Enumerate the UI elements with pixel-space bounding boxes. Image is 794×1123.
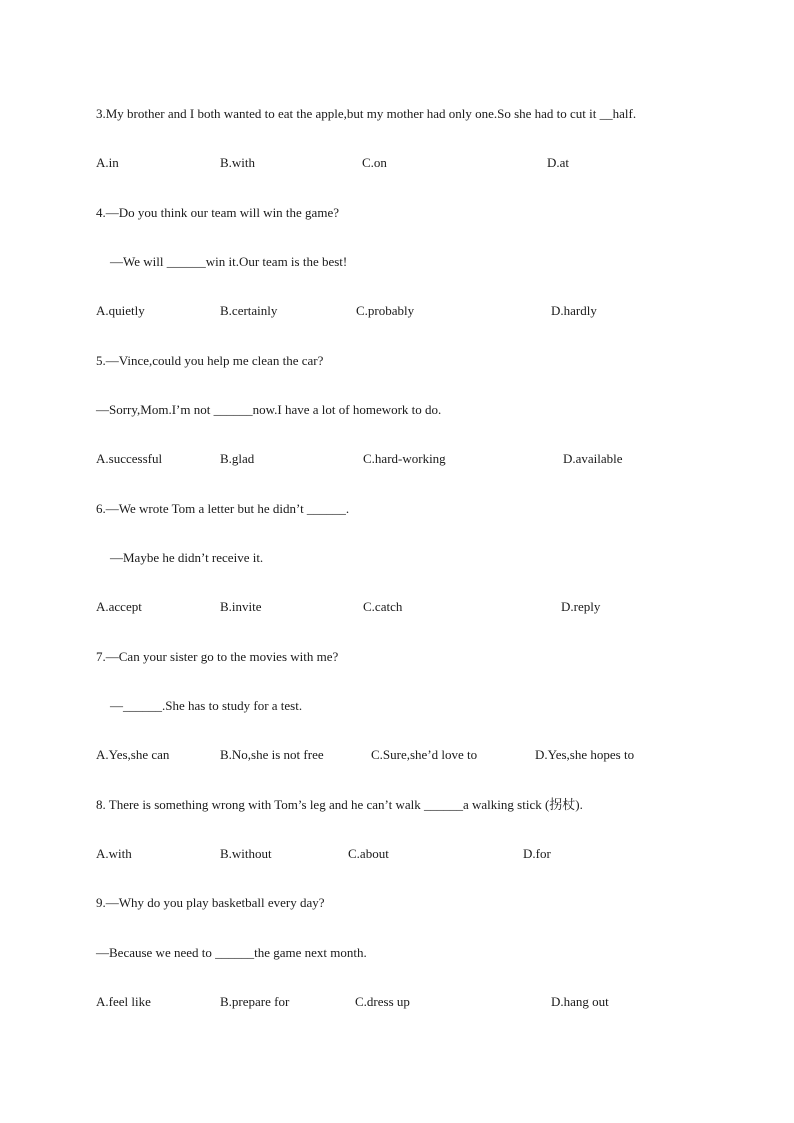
question-6-option-d: D.reply (561, 599, 601, 614)
question-9-stem: 9.—Why do you play basketball every day? (96, 895, 325, 910)
question-7-reply: —______.She has to study for a test. (110, 698, 303, 713)
question-5-reply: —Sorry,Mom.I’m not ______now.I have a lot of homework to do. (96, 402, 442, 417)
question-4-option-b: B.certainly (220, 303, 278, 318)
question-5-option-b: B.glad (220, 451, 255, 466)
question-4-option-d: D.hardly (551, 303, 597, 318)
question-9-option-b: B.prepare for (220, 994, 290, 1009)
question-6-reply: —Maybe he didn’t receive it. (110, 550, 264, 565)
question-8-stem: 8. There is something wrong with Tom’s leg and he can’t walk ______a walking stick (拐杖). (96, 797, 583, 812)
question-7-option-c: C.Sure,she’d love to (371, 747, 478, 762)
question-6-option-a: A.accept (96, 599, 142, 614)
question-5-option-c: C.hard-working (363, 451, 446, 466)
question-4-reply: —We will ______win it.Our team is the best! (110, 254, 348, 269)
question-9-reply: —Because we need to ______the game next month. (96, 945, 367, 960)
question-3-option-c: C.on (362, 155, 387, 170)
question-8-option-d: D.for (523, 846, 551, 861)
question-7-option-b: B.No,she is not free (220, 747, 324, 762)
question-4-option-c: C.probably (356, 303, 415, 318)
question-3-stem: 3.My brother and I both wanted to eat the apple,but my mother had only one.So she had to cut it __half. (96, 106, 637, 121)
question-8-option-a: A.with (96, 846, 132, 861)
question-9-option-d: D.hang out (551, 994, 609, 1009)
question-6-option-c: C.catch (363, 599, 403, 614)
question-7-option-a: A.Yes,she can (96, 747, 170, 762)
question-7-stem: 7.—Can your sister go to the movies with me? (96, 649, 339, 664)
question-4-option-a: A.quietly (96, 303, 145, 318)
question-8-option-c: C.about (348, 846, 389, 861)
question-3-option-d: D.at (547, 155, 570, 170)
question-8-option-b: B.without (220, 846, 272, 861)
question-5-stem: 5.—Vince,could you help me clean the car? (96, 353, 324, 368)
question-4-stem: 4.—Do you think our team will win the game? (96, 205, 339, 220)
question-9-option-c: C.dress up (355, 994, 410, 1009)
question-3-option-b: B.with (220, 155, 256, 170)
question-6-option-b: B.invite (220, 599, 262, 614)
question-9-option-a: A.feel like (96, 994, 151, 1009)
question-5-option-a: A.successful (96, 451, 163, 466)
question-7-option-d: D.Yes,she hopes to (535, 747, 635, 762)
question-3-option-a: A.in (96, 155, 119, 170)
question-6-stem: 6.—We wrote Tom a letter but he didn’t ______. (96, 501, 350, 516)
question-5-option-d: D.available (563, 451, 623, 466)
